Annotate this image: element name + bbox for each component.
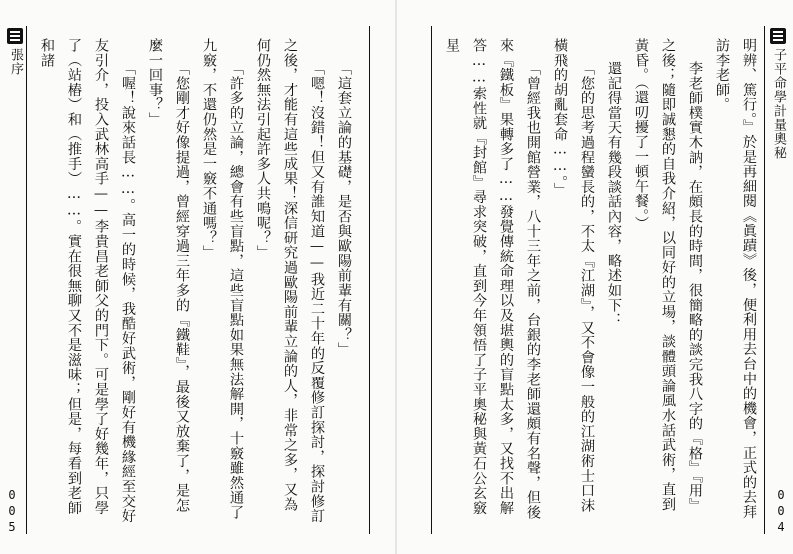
right-paragraph: 「曾經我也開館營業，八十三年之前，台銀的李老師還頗有名聲，但後來『鐵板』果轉多了……發覺傳統命理以及堪輿的盲點太多，又找不出解答……索性就『封館』尋求突破，直到今年領悟了子平奧秘與黃石公玄竅星: [444, 38, 541, 520]
publisher-logo-icon: [7, 28, 23, 44]
right-running-head-title: 子平命學計量奧秘: [771, 48, 786, 160]
left-paragraph: [357, 38, 363, 524]
publisher-logo-icon: [770, 28, 786, 44]
left-text-frame: [26, 26, 370, 534]
right-text-frame: [431, 26, 765, 534]
left-paragraph: 「喔！說來話長……。高一的時候，我酷好武術，剛好有機緣經至交好友引介，投入武林高手——李貴昌老師父的門下。可是學了好幾年，只學了（站樁）和（推手）……。實在很無聊又不是滋味；但是，每看到老師和諸: [39, 38, 136, 524]
right-paragraph: 「您的思考過程蠻長的，不太『江湖』，又不會像一般的江湖術士口沫橫飛的胡亂套命……。」: [552, 38, 595, 513]
left-paragraph: 「許多的立論，總會有些盲點，這些盲點如果無法解開，十竅雖然通了九竅，不還仍然是一竅不通嗎？」: [201, 38, 244, 520]
left-page: [0, 0, 396, 554]
left-page-number: 005: [5, 488, 19, 536]
right-page: [397, 0, 793, 554]
right-page-number: 004: [774, 488, 788, 536]
right-paragraph: 李老師樸實木訥，在頗長的時間，很簡略的談完我八字的『格』『用』之後；隨即誠懇的自我介紹，以同好的立場，談體頭論風水話武術，直到黃昏。（還叨擾了一頓午餐。）: [633, 38, 703, 513]
right-running-head: [769, 28, 787, 160]
left-running-head: [6, 28, 24, 76]
right-paragraph: 還記得當天有幾段談話內容，略述如下：: [606, 60, 622, 328]
right-text-body: [438, 38, 758, 524]
right-column-text: [438, 38, 758, 524]
right-paragraph: 明辨、篤行。』於是再細閱《眞蹟》後，便利用去台中的機會，正式的去拜訪李老師。: [714, 38, 757, 520]
left-running-head-title: 張序: [8, 48, 23, 76]
left-column-text: [33, 38, 363, 524]
left-paragraph: 「您剛才好像提過，曾經穿過三年多的『鐵鞋』，最後又放棄了，是怎麼一回事？」: [147, 38, 190, 513]
left-paragraph: 「嗯！沒錯！但又有誰知道——我近二十年的反覆修訂探討，探討修訂之後，才能有這些成果！深信研究過歐陽前輩立論的人，非常之多，又為何仍然無法引起許多人共鳴呢？」: [255, 38, 325, 524]
left-text-body: [33, 38, 363, 524]
left-paragraph: 「這套立論的基礎，是否與歐陽前輩有關？」: [336, 60, 352, 357]
